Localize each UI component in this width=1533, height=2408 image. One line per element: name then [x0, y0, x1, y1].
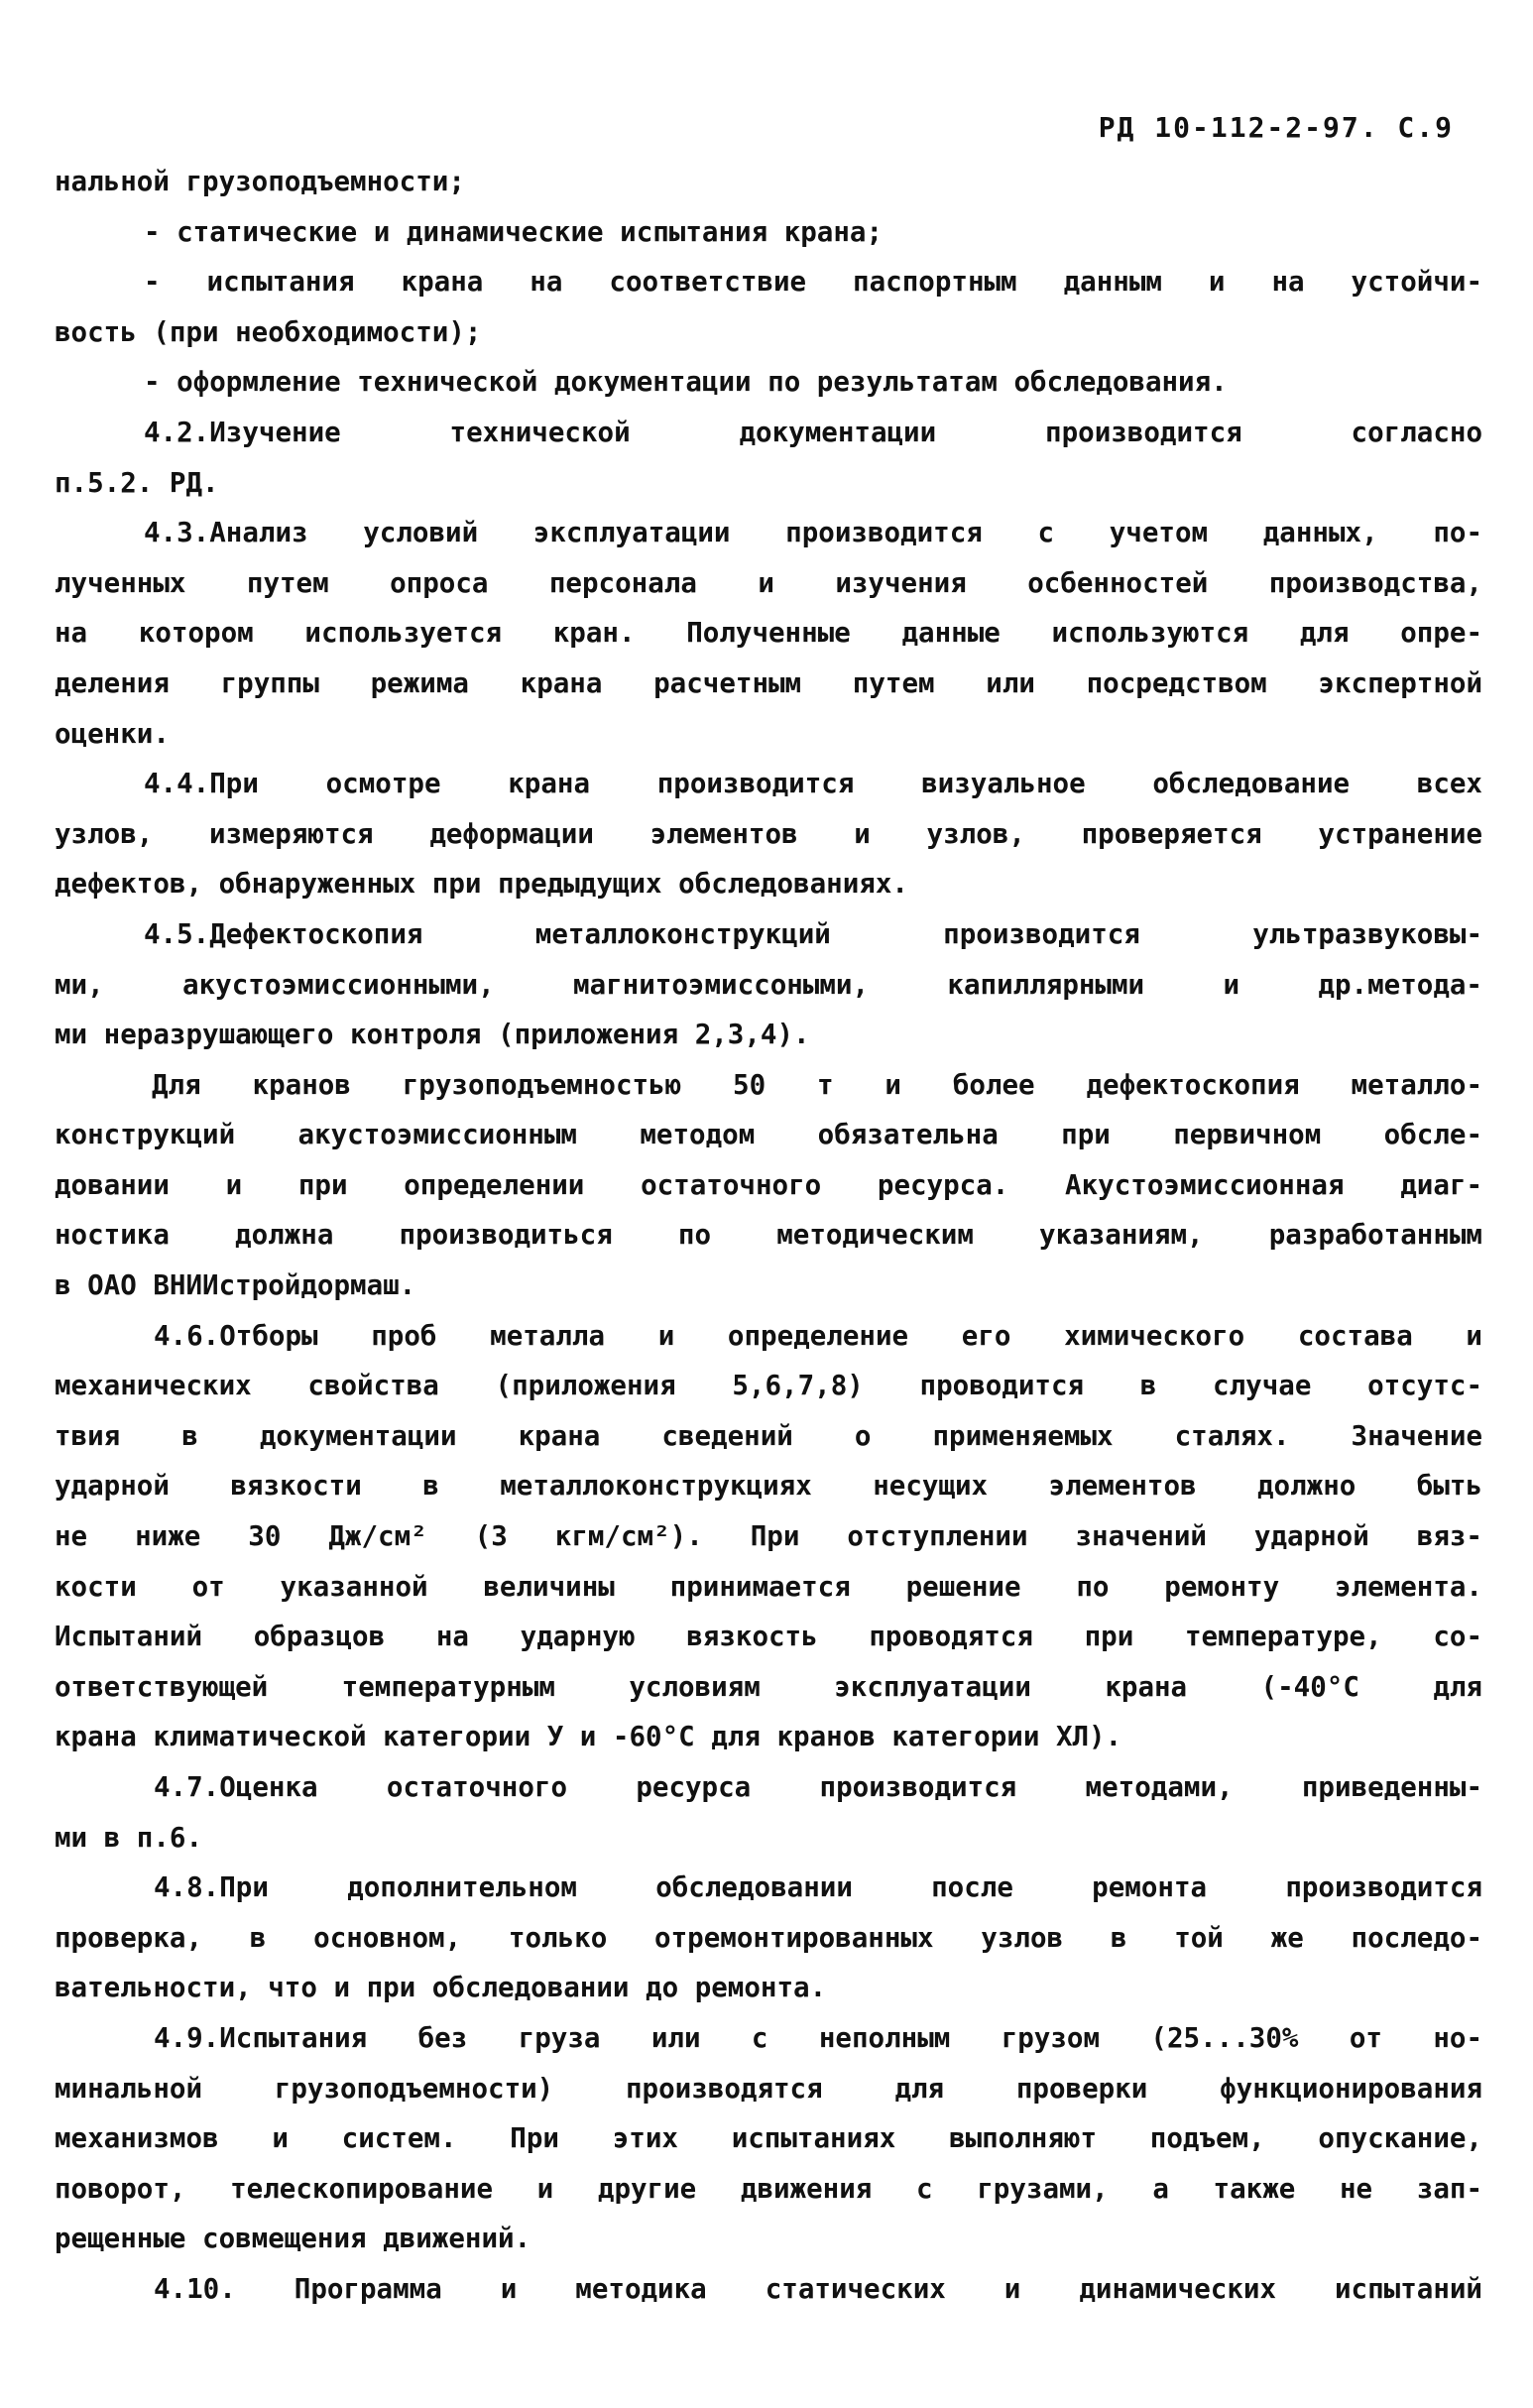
text-line: не ниже 30 Дж/см² (3 кгм/см²). При отступлении значений ударной вяз-: [55, 1520, 1482, 1553]
text-line: ми неразрушающего контроля (приложения 2,3,4).: [55, 1019, 810, 1051]
text-line: на котором используется кран. Полученные данные используются для опре-: [55, 617, 1482, 650]
text-line: 4.9.Испытания без груза или с неполным грузом (25...30% от но-: [154, 2021, 1482, 2054]
text-line: - статические и динамические испытания крана;: [144, 215, 884, 248]
text-line: ответствующей температурным условиям эксплуатации крана (-40°С для: [55, 1670, 1482, 1703]
text-line: поворот, телескопирование и другие движения с грузами, а также не зап-: [55, 2172, 1482, 2205]
text-line: вость (при необходимости);: [55, 315, 482, 348]
text-line: рещенные совмещения движений.: [55, 2223, 531, 2255]
text-line: ми, акустоэмиссионными, магнитоэмиссоными, капиллярными и др.метода-: [55, 968, 1482, 1001]
text-line: 4.10. Программа и методика статических и динамических испытаний: [154, 2272, 1482, 2305]
text-line: нальной грузоподъемности;: [55, 166, 465, 197]
text-line: 4.3.Анализ условий эксплуатации производится с учетом данных, по-: [144, 517, 1482, 549]
text-line: 4.2.Изучение технической документации производится согласно: [144, 416, 1482, 448]
text-line: механических свойства (приложения 5,6,7,8) проводится в случае отсутс-: [55, 1370, 1482, 1402]
text-line: - оформление технической документации по результатам обследования.: [144, 366, 1228, 399]
text-line: деления группы режима крана расчетным путем или посредством экспертной: [55, 666, 1482, 699]
text-line: твия в документации крана сведений о применяемых сталях. Значение: [55, 1419, 1482, 1452]
body-text: [55, 157, 1482, 2315]
text-line: Для кранов грузоподъемностью 50 т и более дефектоскопия металло-: [152, 1068, 1482, 1101]
text-line: вательности, что и при обследовании до ремонта.: [55, 1972, 827, 2004]
text-line: 4.5.Дефектоскопия металлоконструкций производится ультразвуковы-: [144, 917, 1482, 950]
text-line: ностика должна производиться по методическим указаниям, разработанным: [55, 1219, 1482, 1252]
text-line: механизмов и систем. При этих испытаниях выполняют подъем, опускание,: [55, 2122, 1482, 2155]
text-line: минальной грузоподъемности) производятся для проверки функционирования: [55, 2072, 1482, 2105]
text-line: 4.8.При дополнительном обследовании после ремонта производится: [154, 1871, 1482, 1904]
text-line: оценки.: [55, 717, 170, 750]
text-line: 4.7.Оценка остаточного ресурса производится методами, приведенны-: [154, 1771, 1482, 1803]
text-line: проверка, в основном, только отремонтированных узлов в той же последо-: [55, 1921, 1482, 1954]
text-line: дефектов, обнаруженных при предыдущих обследованиях.: [55, 868, 908, 901]
running-head: РД 10-112-2-97. С.9: [1098, 111, 1454, 144]
text-line: 4.6.Отборы проб металла и определение его химического состава и: [154, 1319, 1482, 1352]
text-line: ми в п.6.: [55, 1821, 203, 1854]
text-line: ударной вязкости в металлоконструкциях несущих элементов должно быть: [55, 1470, 1482, 1503]
text-line: довании и при определении остаточного ресурса. Акустоэмиссионная диаг-: [55, 1168, 1482, 1201]
text-line: конструкций акустоэмиссионным методом обязательна при первичном обсле-: [55, 1119, 1482, 1151]
text-line: узлов, измеряются деформации элементов и узлов, проверяется устранение: [55, 817, 1482, 850]
text-line: лученных путем опроса персонала и изучения осбенностей производства,: [55, 566, 1482, 599]
text-line: - испытания крана на соответствие паспортным данным и на устойчи-: [144, 266, 1482, 299]
text-line: п.5.2. РД.: [55, 466, 219, 499]
text-line: крана климатической категории У и -60°С для кранов категории ХЛ).: [55, 1721, 1122, 1753]
text-line: 4.4.При осмотре крана производится визуальное обследование всех: [144, 768, 1482, 800]
text-line: Испытаний образцов на ударную вязкость проводятся при температуре, со-: [55, 1621, 1482, 1653]
text-line: кости от указанной величины принимается решение по ремонту элемента.: [55, 1570, 1482, 1603]
text-line: в ОАО ВНИИстройдормаш.: [55, 1269, 416, 1302]
